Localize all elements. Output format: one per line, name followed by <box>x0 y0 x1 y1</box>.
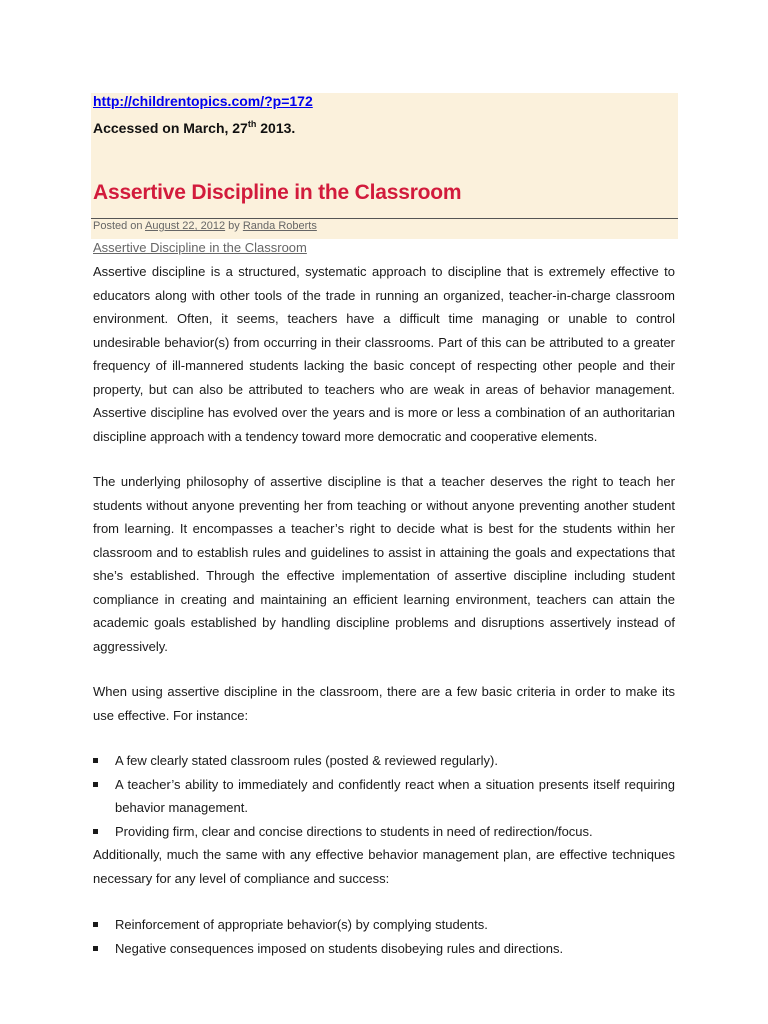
bullet-square-icon <box>93 946 98 951</box>
criteria-list <box>93 749 675 843</box>
paragraph-techniques-intro: Additionally, much the same with any effective behavior management plan, are effective techniques necessary for any level of compliance and success: <box>93 847 675 886</box>
list-item <box>93 820 675 844</box>
list-item <box>93 937 675 961</box>
post-meta <box>93 220 317 232</box>
accessed-superscript: th <box>247 119 257 129</box>
accessed-prefix: Accessed on March, 27 <box>93 120 248 136</box>
accessed-date <box>93 119 295 136</box>
post-date-link[interactable]: August 22, 2012 <box>145 220 226 232</box>
techniques-list <box>93 913 675 960</box>
list-item-text: Negative consequences imposed on students disobeying rules and directions. <box>115 940 564 956</box>
article-title: Assertive Discipline in the Classroom <box>93 181 462 204</box>
accessed-suffix: 2013. <box>256 120 296 136</box>
bullet-square-icon <box>93 758 98 763</box>
list-item-text: A few clearly stated classroom rules (posted & reviewed regularly). <box>115 753 498 768</box>
bullet-square-icon <box>93 922 98 927</box>
title-divider <box>91 218 678 219</box>
list-item <box>93 749 675 773</box>
paragraph-criteria-intro: When using assertive discipline in the classroom, there are a few basic criteria in order to make its use effective. For instance: <box>93 684 675 723</box>
paragraph-intro: Assertive discipline is a structured, systematic approach to discipline that is extremely effective to educators along with other tools of the trade in running an organized, teacher-in-charge classroom environment. Often, it seems, teachers have a difficult time managing or unable to control undesirable behavior(s) from occurring in their classrooms. Part of this can be attributed to a greater frequency of ill-mannered students lacking the basic concept of respecting other people and their property, but can also be attributed to teachers who are weak in areas of behavior management. Assertive discipline has evolved over the years and is more or less a combination of an authoritarian discipline approach with a tendency toward more democratic and cooperative elements. <box>93 264 675 444</box>
paragraph-philosophy: The underlying philosophy of assertive discipline is that a teacher deserves the right to teach her students without anyone preventing her from teaching or without anyone preventing another student from learning. It encompasses a teacher’s right to decide what is best for the students within her classroom and to establish rules and guidelines to assist in attaining the goals and expectations that she’s established. Through the effective implementation of assertive discipline including student compliance in creating and maintaining an efficient learning environment, teachers can attain the academic goals established by handling discipline problems and disruptions assertively instead of aggressively. <box>93 474 675 654</box>
list-item-text: A teacher’s ability to immediately and confidently react when a situation presents itself requiring behavior management. <box>115 776 675 815</box>
bullet-square-icon <box>93 829 98 834</box>
list-item-text: Reinforcement of appropriate behavior(s) by complying students. <box>115 917 488 932</box>
list-item-text: Providing firm, clear and concise directions to students in need of redirection/focus. <box>115 823 593 839</box>
source-url-link[interactable]: http://childrentopics.com/?p=172 <box>93 93 313 109</box>
list-item <box>93 773 675 820</box>
bullet-square-icon <box>93 782 98 787</box>
posted-on-label: Posted on <box>93 220 145 232</box>
list-item <box>93 913 675 937</box>
author-link[interactable]: Randa Roberts <box>242 220 317 232</box>
posted-by-label: by <box>225 220 243 232</box>
article-subtitle-link[interactable]: Assertive Discipline in the Classroom <box>93 240 307 255</box>
